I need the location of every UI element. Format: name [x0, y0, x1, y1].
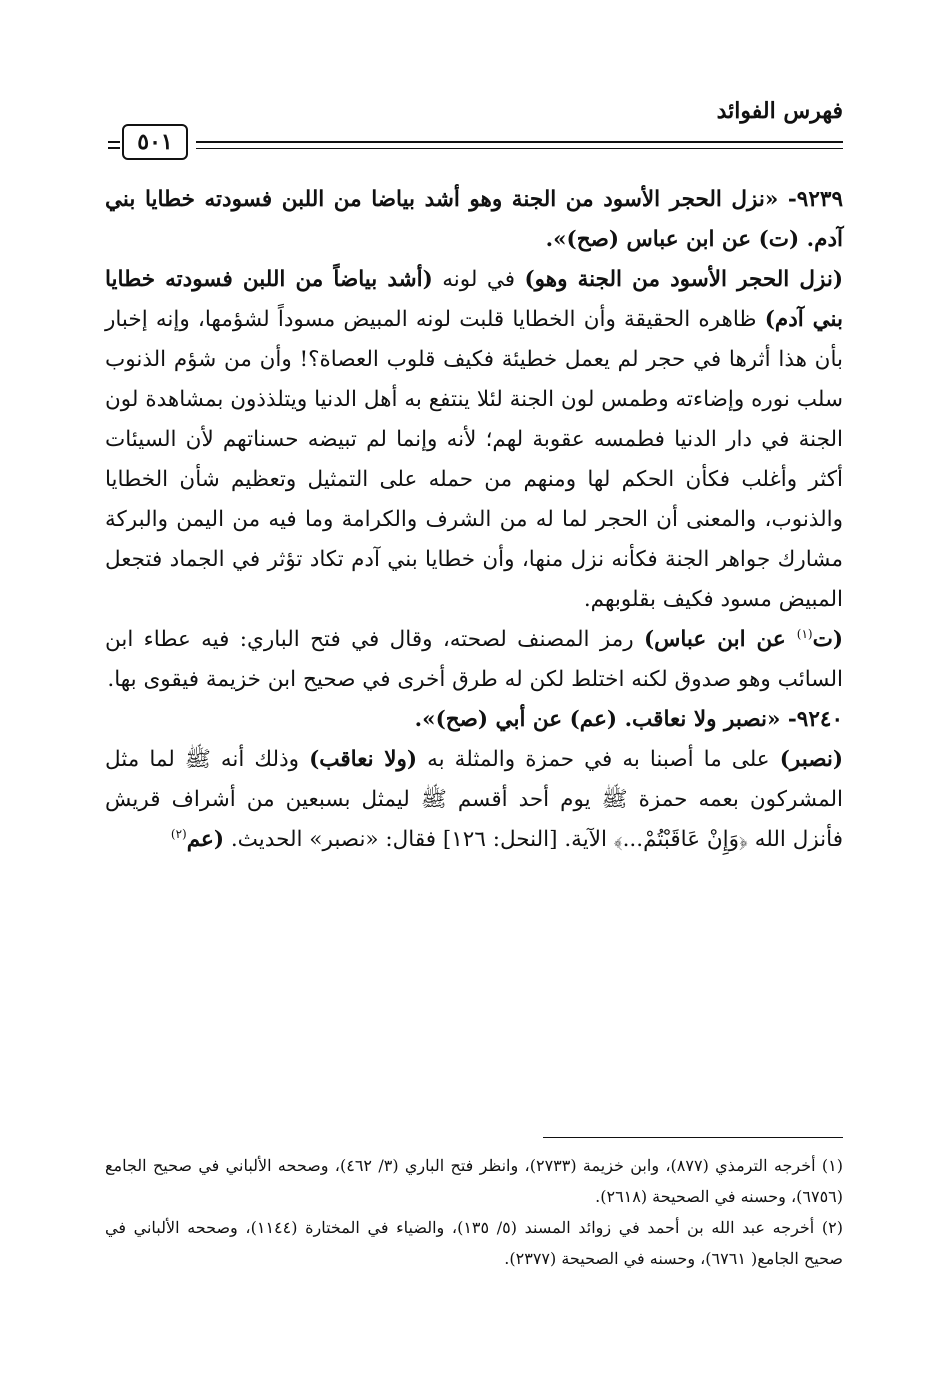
commentary-text: في لونه [432, 267, 525, 292]
hadith-9240: ٩٢٤٠- «نصبر ولا نعاقب. (عم) عن أبي (صح)». [414, 707, 843, 732]
footnote-ref-1: (١) [796, 626, 813, 641]
quote-segment: (نصبر) [779, 747, 844, 772]
quote-segment: (أشد بياضاً من اللبن فسودته خطايا بني آدم) [105, 267, 843, 332]
quote-segment: عن ابن عباس) [643, 627, 797, 652]
footnote-ref-2: (٢) [170, 826, 187, 841]
commentary-text: على ما أصبنا به في حمزة والمثلة به [417, 747, 780, 772]
footnote-separator [543, 1137, 843, 1138]
commentary-text: ظاهره الحقيقة وأن الخطايا قلبت لونه المبيض مسوداً لشؤمها، وإنه إخبار بأن هذا أثرها في حجر لم يعمل خطيئة فكيف قلوب العصاة؟! وأن من شؤم الذنوب سلب نوره وإضاءته وطمس لون الجنة لئلا ينتفع به أهل الدنيا ويتلذذون بمشاهدة لون الجنة في دار الدنيا فطمسه عقوبة لهم؛ لأنه وإنما لم تبيضه حسناتهم لأن السيئات أكثر وأغلب فكأن الحكم لها ومنهم من حمله على التمثيل وتعظيم شأن الخطايا والذنوب، والمعنى أن الحجر لما له من الشرف والكرامة وما فيه من اليمن والبركة مشارك جواهر الجنة فكأنه نزل منها، وأن خطايا بني آدم تكاد تؤثر في الجماد فتجعل المبيض مسود فكيف بقلوبهم. [105, 307, 843, 612]
page-number [122, 124, 188, 160]
quote-segment: (نزل الحجر الأسود من الجنة وهو) [524, 267, 843, 292]
commentary-text: رمز المصنف لصحته، وقال في فتح الباري: فيه عطاء ابن السائب وهو صدوق لكنه اختلط لكن له طرق أخرى في صحيح ابن خزيمة فيقوى بها. [105, 627, 843, 692]
running-title: فهرس الفوائد [716, 98, 843, 124]
quote-segment: (ولا نعاقب) [309, 747, 418, 772]
commentary-9239-paragraph-2 [105, 620, 843, 700]
footnotes [105, 1150, 843, 1274]
quote-segment: (ت [812, 627, 843, 652]
footnote-1: (١) أخرجه الترمذي (٨٧٧)، وابن خزيمة (٢٧٣٣)، وانظر فتح الباري (٣/ ٤٦٢)، وصححه الألباني في صحيح الجامع (٦٧٥٦)، وحسنه في الصحيحة (٢٦١٨). [105, 1156, 844, 1206]
hadith-9239: ٩٢٣٩- «نزل الحجر الأسود من الجنة وهو أشد بياضا من اللبن فسودته خطايا بني آدم. (ت) عن ابن عباس (صح)». [105, 187, 843, 252]
body-text [105, 180, 843, 860]
commentary-text: وذلك أنه ﷺ لما مثل المشركون بعمه حمزة ﷺ يوم أحد أقسم ﷺ ليمثل بسبعين من أشراف قريش فأنزل الله ﴿وَإِنْ عَاقَبْتُمْ...﴾ الآية. [النحل: ١٢٦] فقال: «نصبر» الحديث. [105, 747, 843, 852]
commentary-9239-paragraph-1 [105, 260, 843, 620]
commentary-9240-paragraph-1 [105, 740, 843, 860]
quote-segment: (عم [186, 827, 225, 852]
footnote-2: (٢) أخرجه عبد الله بن أحمد في زوائد المسند (٥/ ١٣٥)، والضياء في المختارة (١١٤٤)، وصححه الألباني في صحيح الجامع( ٦٧٦١)، وحسنه في الصحيحة (٢٣٧٧). [105, 1218, 843, 1268]
page-number-text: ٥٠١ [137, 129, 173, 155]
header-rule [196, 141, 843, 149]
